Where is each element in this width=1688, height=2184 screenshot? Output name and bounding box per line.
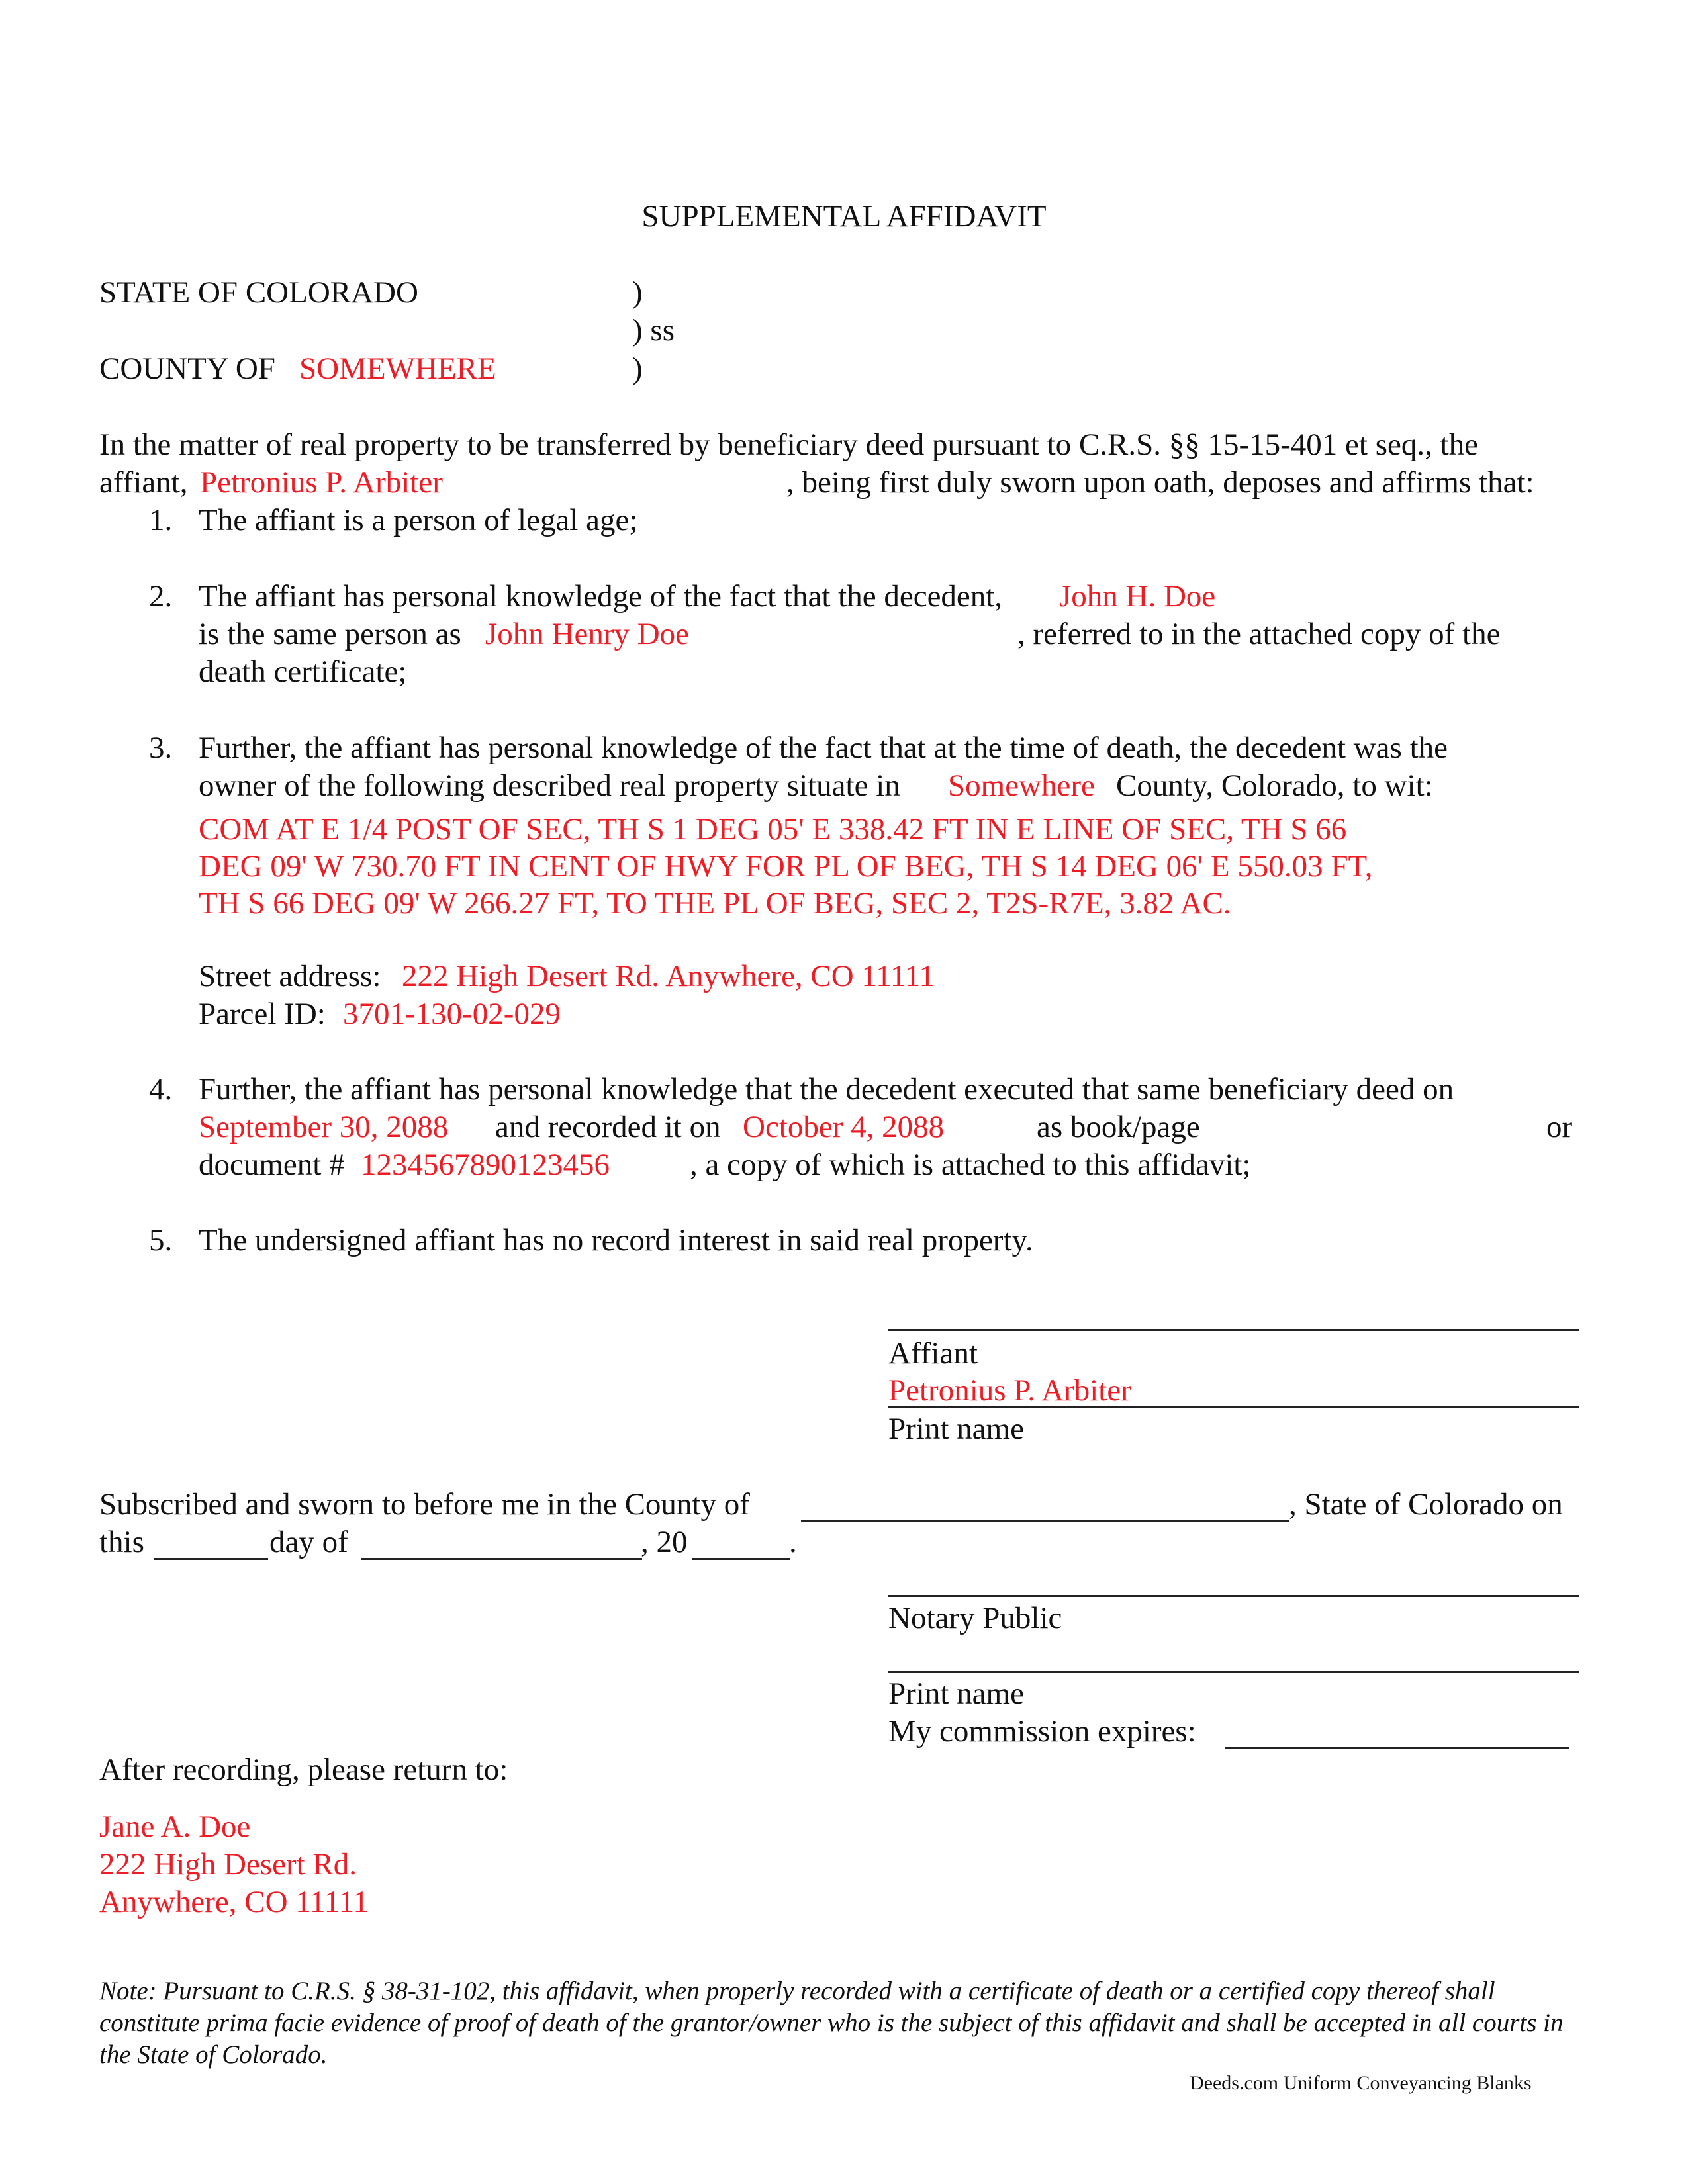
return-to-city[interactable]: Anywhere, CO 11111 (99, 1885, 369, 1919)
item-5-number: 5. (149, 1223, 173, 1257)
notary-print-name-line[interactable] (888, 1671, 1579, 1673)
item-4-text-3: as book/page (1037, 1110, 1200, 1144)
jurat-month-blank[interactable] (361, 1558, 642, 1560)
venue-paren-3: ) (632, 351, 643, 386)
document-title: SUPPLEMENTAL AFFIDAVIT (641, 199, 1047, 234)
jurat-this: this (99, 1525, 144, 1559)
item-1-number: 1. (149, 503, 173, 537)
notary-signature-line[interactable] (888, 1595, 1579, 1597)
item-3-text-1: Further, the affiant has personal knowledge of the fact that at the time of death, the decedent was the (199, 731, 1448, 765)
intro-affiant-name[interactable]: Petronius P. Arbiter (200, 465, 443, 500)
item-4-text-1: Further, the affiant has personal knowledge that the decedent executed that same beneficiary deed on (199, 1072, 1454, 1107)
item-3-text-3: County, Colorado, to wit: (1116, 768, 1433, 803)
item-3-number: 3. (149, 731, 173, 765)
jurat-line-1b: , State of Colorado on (1289, 1487, 1563, 1522)
jurat-period: . (789, 1525, 797, 1559)
executed-date[interactable]: September 30, 2088 (199, 1110, 449, 1144)
jurat-line-1a: Subscribed and sworn to before me in the County of (99, 1487, 750, 1522)
affiant-print-name-line (888, 1406, 1579, 1408)
notary-public-label: Notary Public (888, 1601, 1062, 1635)
item-2-text-2: is the same person as (199, 617, 461, 651)
legal-description-line-1[interactable]: COM AT E 1/4 POST OF SEC, TH S 1 DEG 05' E 338.42 FT IN E LINE OF SEC, TH S 66 (199, 812, 1347, 846)
document-number-value[interactable]: 1234567890123456 (361, 1148, 610, 1182)
venue-county-value[interactable]: SOMEWHERE (299, 351, 496, 386)
intro-affiant-label: affiant, (99, 465, 188, 500)
venue-ss: ) ss (632, 313, 675, 347)
commission-expires-blank[interactable] (1225, 1747, 1569, 1749)
jurat-day-blank[interactable] (154, 1558, 268, 1560)
item-2-alias[interactable]: John Henry Doe (485, 617, 690, 651)
street-address-value[interactable]: 222 High Desert Rd. Anywhere, CO 11111 (402, 959, 935, 993)
item-3-text-2: owner of the following described real property situate in (199, 768, 900, 803)
item-4-text-5: , a copy of which is attached to this affidavit; (690, 1148, 1251, 1182)
recorded-date[interactable]: October 4, 2088 (743, 1110, 945, 1144)
affiant-signature-line[interactable] (888, 1329, 1579, 1331)
item-2-decedent[interactable]: John H. Doe (1059, 579, 1216, 614)
intro-line-1: In the matter of real property to be transferred by beneficiary deed pursuant to C.R.S. §§ 15-15-401 et seq., the (99, 428, 1479, 462)
jurat-day-of: day of (269, 1525, 348, 1559)
legal-note: Note: Pursuant to C.R.S. § 38-31-102, this affidavit, when properly recorded with a certificate of death or a certified copy thereof shall constitute prima facie evidence of proof of death of the grantor/owner who is the subject of this affidavit and shall be accepted in all courts in the State of Colorado. (99, 1977, 1564, 2069)
jurat-year-blank[interactable] (692, 1558, 790, 1560)
item-2-text-1: The affiant has personal knowledge of the fact that the decedent, (199, 579, 1003, 614)
item-3-county[interactable]: Somewhere (948, 768, 1095, 803)
item-2-text-3: , referred to in the attached copy of the (1017, 617, 1501, 651)
item-4-text-2: and recorded it on (495, 1110, 721, 1144)
item-2-number: 2. (149, 579, 173, 614)
footer-credit: Deeds.com Uniform Conveyancing Blanks (1190, 2072, 1532, 2094)
affiant-label: Affiant (888, 1336, 978, 1371)
street-address-label: Street address: (199, 959, 381, 993)
affiant-printed-name[interactable]: Petronius P. Arbiter (888, 1373, 1131, 1408)
item-2-text-4: death certificate; (199, 655, 407, 689)
jurat-county-blank[interactable] (801, 1520, 1289, 1522)
item-1-text: The affiant is a person of legal age; (199, 503, 638, 537)
document-number-label: document # (199, 1148, 345, 1182)
venue-state: STATE OF COLORADO (99, 275, 418, 310)
jurat-comma-20: , 20 (641, 1525, 688, 1559)
notary-print-name-label: Print name (888, 1676, 1024, 1711)
parcel-id-value[interactable]: 3701-130-02-029 (343, 997, 561, 1031)
item-5-text: The undersigned affiant has no record interest in said real property. (199, 1223, 1033, 1257)
parcel-id-label: Parcel ID: (199, 997, 326, 1031)
item-4-number: 4. (149, 1072, 173, 1107)
return-to-street[interactable]: 222 High Desert Rd. (99, 1847, 357, 1882)
legal-description-line-2[interactable]: DEG 09' W 730.70 FT IN CENT OF HWY FOR PL OF BEG, TH S 14 DEG 06' E 550.03 FT, (199, 849, 1373, 884)
affiant-print-name-label: Print name (888, 1412, 1024, 1446)
intro-line-2-rest: , being first duly sworn upon oath, deposes and affirms that: (786, 465, 1534, 500)
item-4-text-4: or (1546, 1110, 1573, 1144)
venue-paren-1: ) (632, 275, 643, 310)
venue-county-label: COUNTY OF (99, 351, 275, 386)
legal-description-line-3[interactable]: TH S 66 DEG 09' W 266.27 FT, TO THE PL OF BEG, SEC 2, T2S-R7E, 3.82 AC. (199, 886, 1231, 921)
return-to-name[interactable]: Jane A. Doe (99, 1809, 251, 1844)
return-to-label: After recording, please return to: (99, 1752, 508, 1787)
commission-expires-label: My commission expires: (888, 1714, 1196, 1749)
